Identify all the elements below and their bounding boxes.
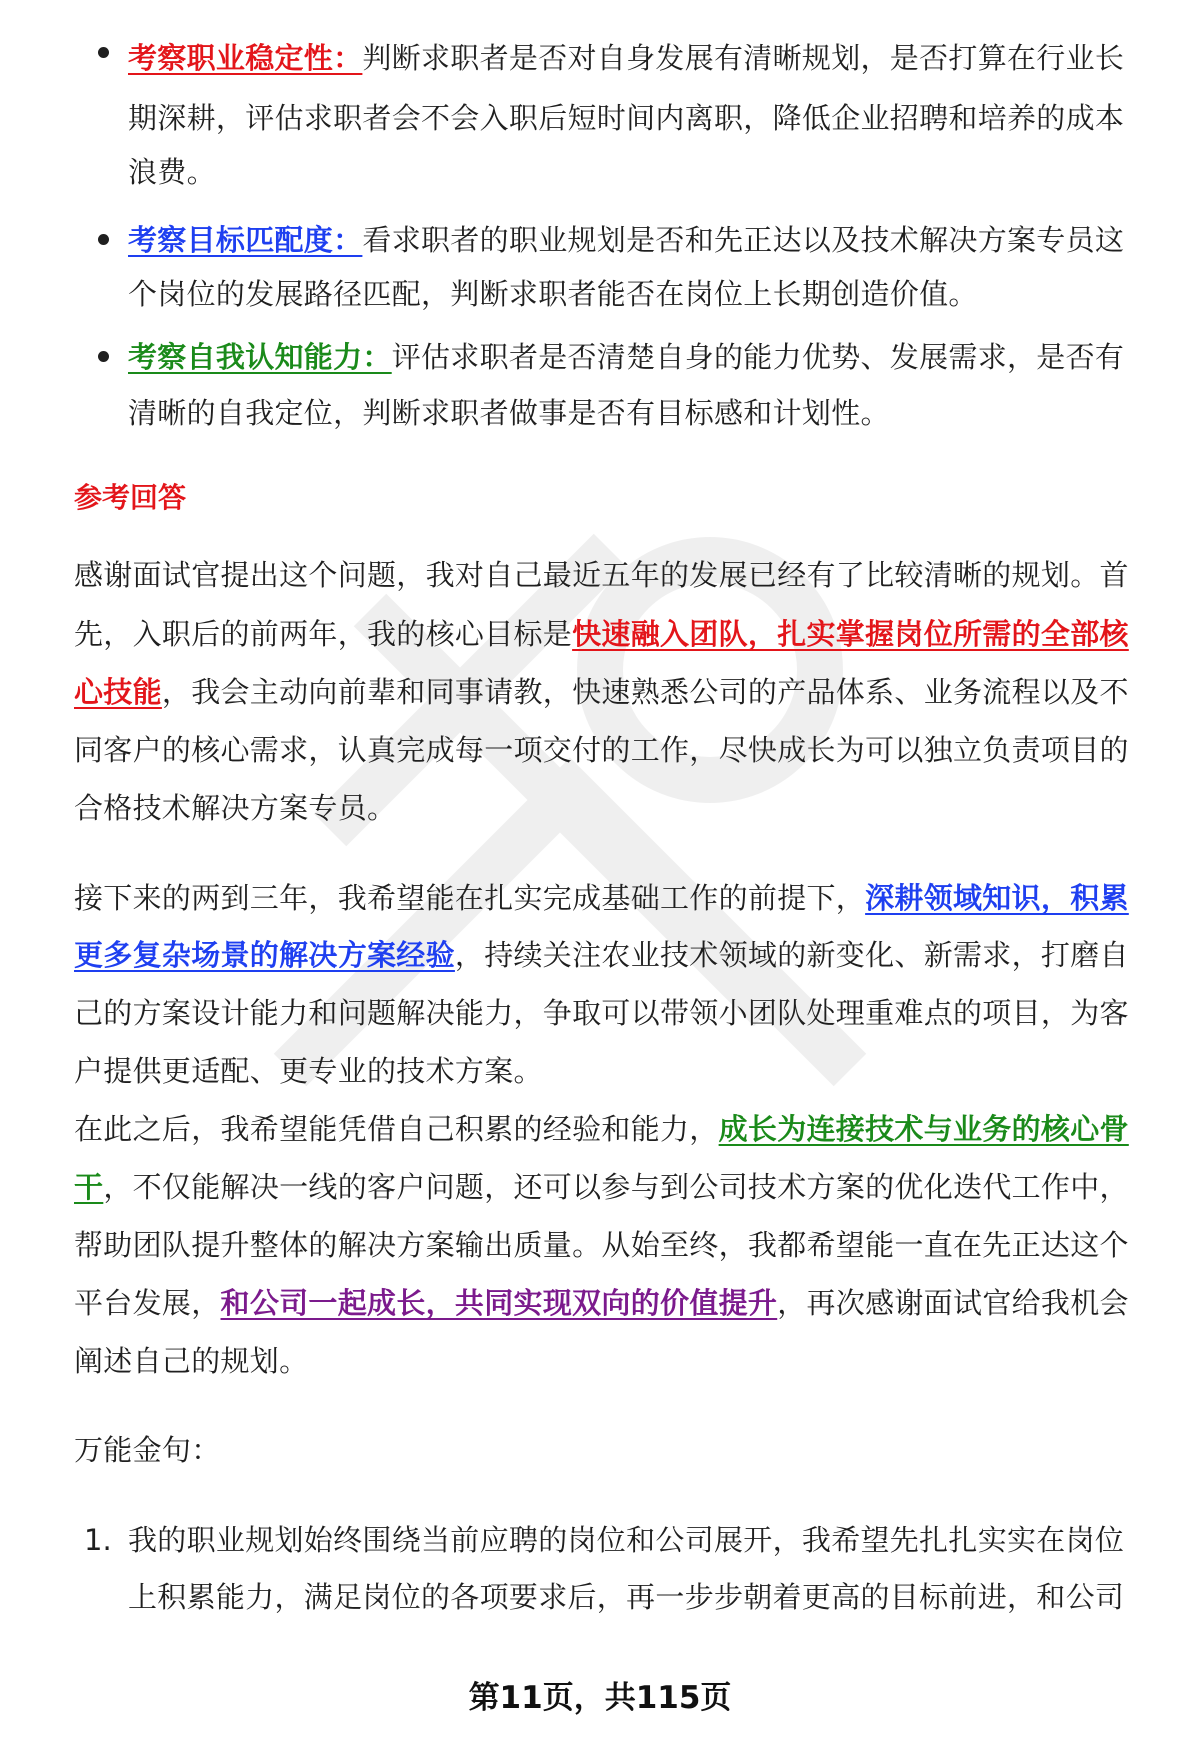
bullet-label-self-awareness: 考察自我认知能力：	[128, 340, 392, 374]
list-number: 1.	[84, 1523, 112, 1557]
bullet-item-2-line-1: 考察目标匹配度：看求职者的职业规划是否和先正达以及技术解决方案专员这	[128, 223, 1125, 257]
bullet-item-3-line-2: 清晰的自我定位，判断求职者做事是否有目标感和计划性。	[128, 396, 890, 430]
bullet-label-goal-match: 考察目标匹配度：	[128, 223, 363, 257]
answer-p2-line-2: 更多复杂场景的解决方案经验，持续关注农业技术领域的新变化、新需求，打磨自	[74, 938, 1129, 972]
answer-p1-line-1: 感谢面试官提出这个问题，我对自己最近五年的发展已经有了比较清晰的规划。首	[74, 558, 1129, 592]
highlight-quick-integration: 快速融入团队，扎实掌握岗位所需的全部核	[572, 617, 1129, 651]
reference-answer-heading: 参考回答	[74, 481, 187, 514]
highlight-core-backbone-end: 干	[74, 1170, 104, 1204]
answer-p3-line-5: 阐述自己的规划。	[74, 1344, 309, 1378]
answer-p1-line-5: 合格技术解决方案专员。	[74, 791, 397, 825]
answer-p2-line-3: 己的方案设计能力和问题解决能力，争取可以带领小团队处理重难点的项目，为客	[74, 996, 1129, 1030]
bullet-dot	[98, 234, 109, 245]
answer-p3-line-2: 干，不仅能解决一线的客户问题，还可以参与到公司技术方案的优化迭代工作中，	[74, 1170, 1129, 1204]
bullet-label-career-stability: 考察职业稳定性：	[128, 41, 363, 75]
highlight-core-backbone: 成长为连接技术与业务的核心骨	[718, 1112, 1129, 1146]
answer-p3-line-1: 在此之后，我希望能凭借自己积累的经验和能力，成长为连接技术与业务的核心骨	[74, 1112, 1129, 1146]
answer-p2-line-4: 户提供更适配、更专业的技术方案。	[74, 1054, 543, 1088]
golden-item-1-line-2: 上积累能力，满足岗位的各项要求后，再一步步朝着更高的目标前进，和公司	[128, 1580, 1125, 1614]
bullet-item-3-line-1: 考察自我认知能力：评估求职者是否清楚自身的能力优势、发展需求，是否有	[128, 340, 1125, 374]
answer-p3-line-4: 平台发展，和公司一起成长，共同实现双向的价值提升，再次感谢面试官给我机会	[74, 1286, 1129, 1320]
page-number-footer: 第11页，共115页	[468, 1680, 732, 1716]
answer-p1-line-2: 先，入职后的前两年，我的核心目标是快速融入团队，扎实掌握岗位所需的全部核	[74, 617, 1129, 651]
bullet-dot	[98, 47, 109, 58]
bullet-item-2-line-2: 个岗位的发展路径匹配，判断求职者能否在岗位上长期创造价值。	[128, 277, 978, 311]
golden-sentences-heading: 万能金句：	[74, 1433, 221, 1467]
answer-p1-line-3: 心技能，我会主动向前辈和同事请教，快速熟悉公司的产品体系、业务流程以及不	[74, 675, 1129, 709]
bullet-dot	[98, 351, 109, 362]
golden-item-1-line-1: 我的职业规划始终围绕当前应聘的岗位和公司展开，我希望先扎扎实实在岗位	[128, 1523, 1125, 1557]
answer-p1-line-4: 同客户的核心需求，认真完成每一项交付的工作，尽快成长为可以独立负责项目的	[74, 733, 1129, 767]
bullet-item-1-line-2: 期深耕，评估求职者会不会入职后短时间内离职，降低企业招聘和培养的成本	[128, 101, 1125, 135]
highlight-complex-scenarios: 更多复杂场景的解决方案经验	[74, 938, 455, 972]
highlight-domain-knowledge: 深耕领域知识，积累	[865, 881, 1129, 915]
answer-p3-line-3: 帮助团队提升整体的解决方案输出质量。从始至终，我都希望能一直在先正达这个	[74, 1228, 1129, 1262]
answer-p2-line-1: 接下来的两到三年，我希望能在扎实完成基础工作的前提下，深耕领域知识，积累	[74, 881, 1129, 915]
bullet-item-1-line-1: 考察职业稳定性：判断求职者是否对自身发展有清晰规划，是否打算在行业长	[128, 41, 1125, 75]
highlight-core-skills: 心技能	[74, 675, 162, 709]
bullet-item-1-top-clip	[0, 0, 1200, 75]
highlight-grow-together: 和公司一起成长，共同实现双向的价值提升	[220, 1286, 778, 1320]
bullet-item-1-line-3: 浪费。	[128, 155, 216, 189]
